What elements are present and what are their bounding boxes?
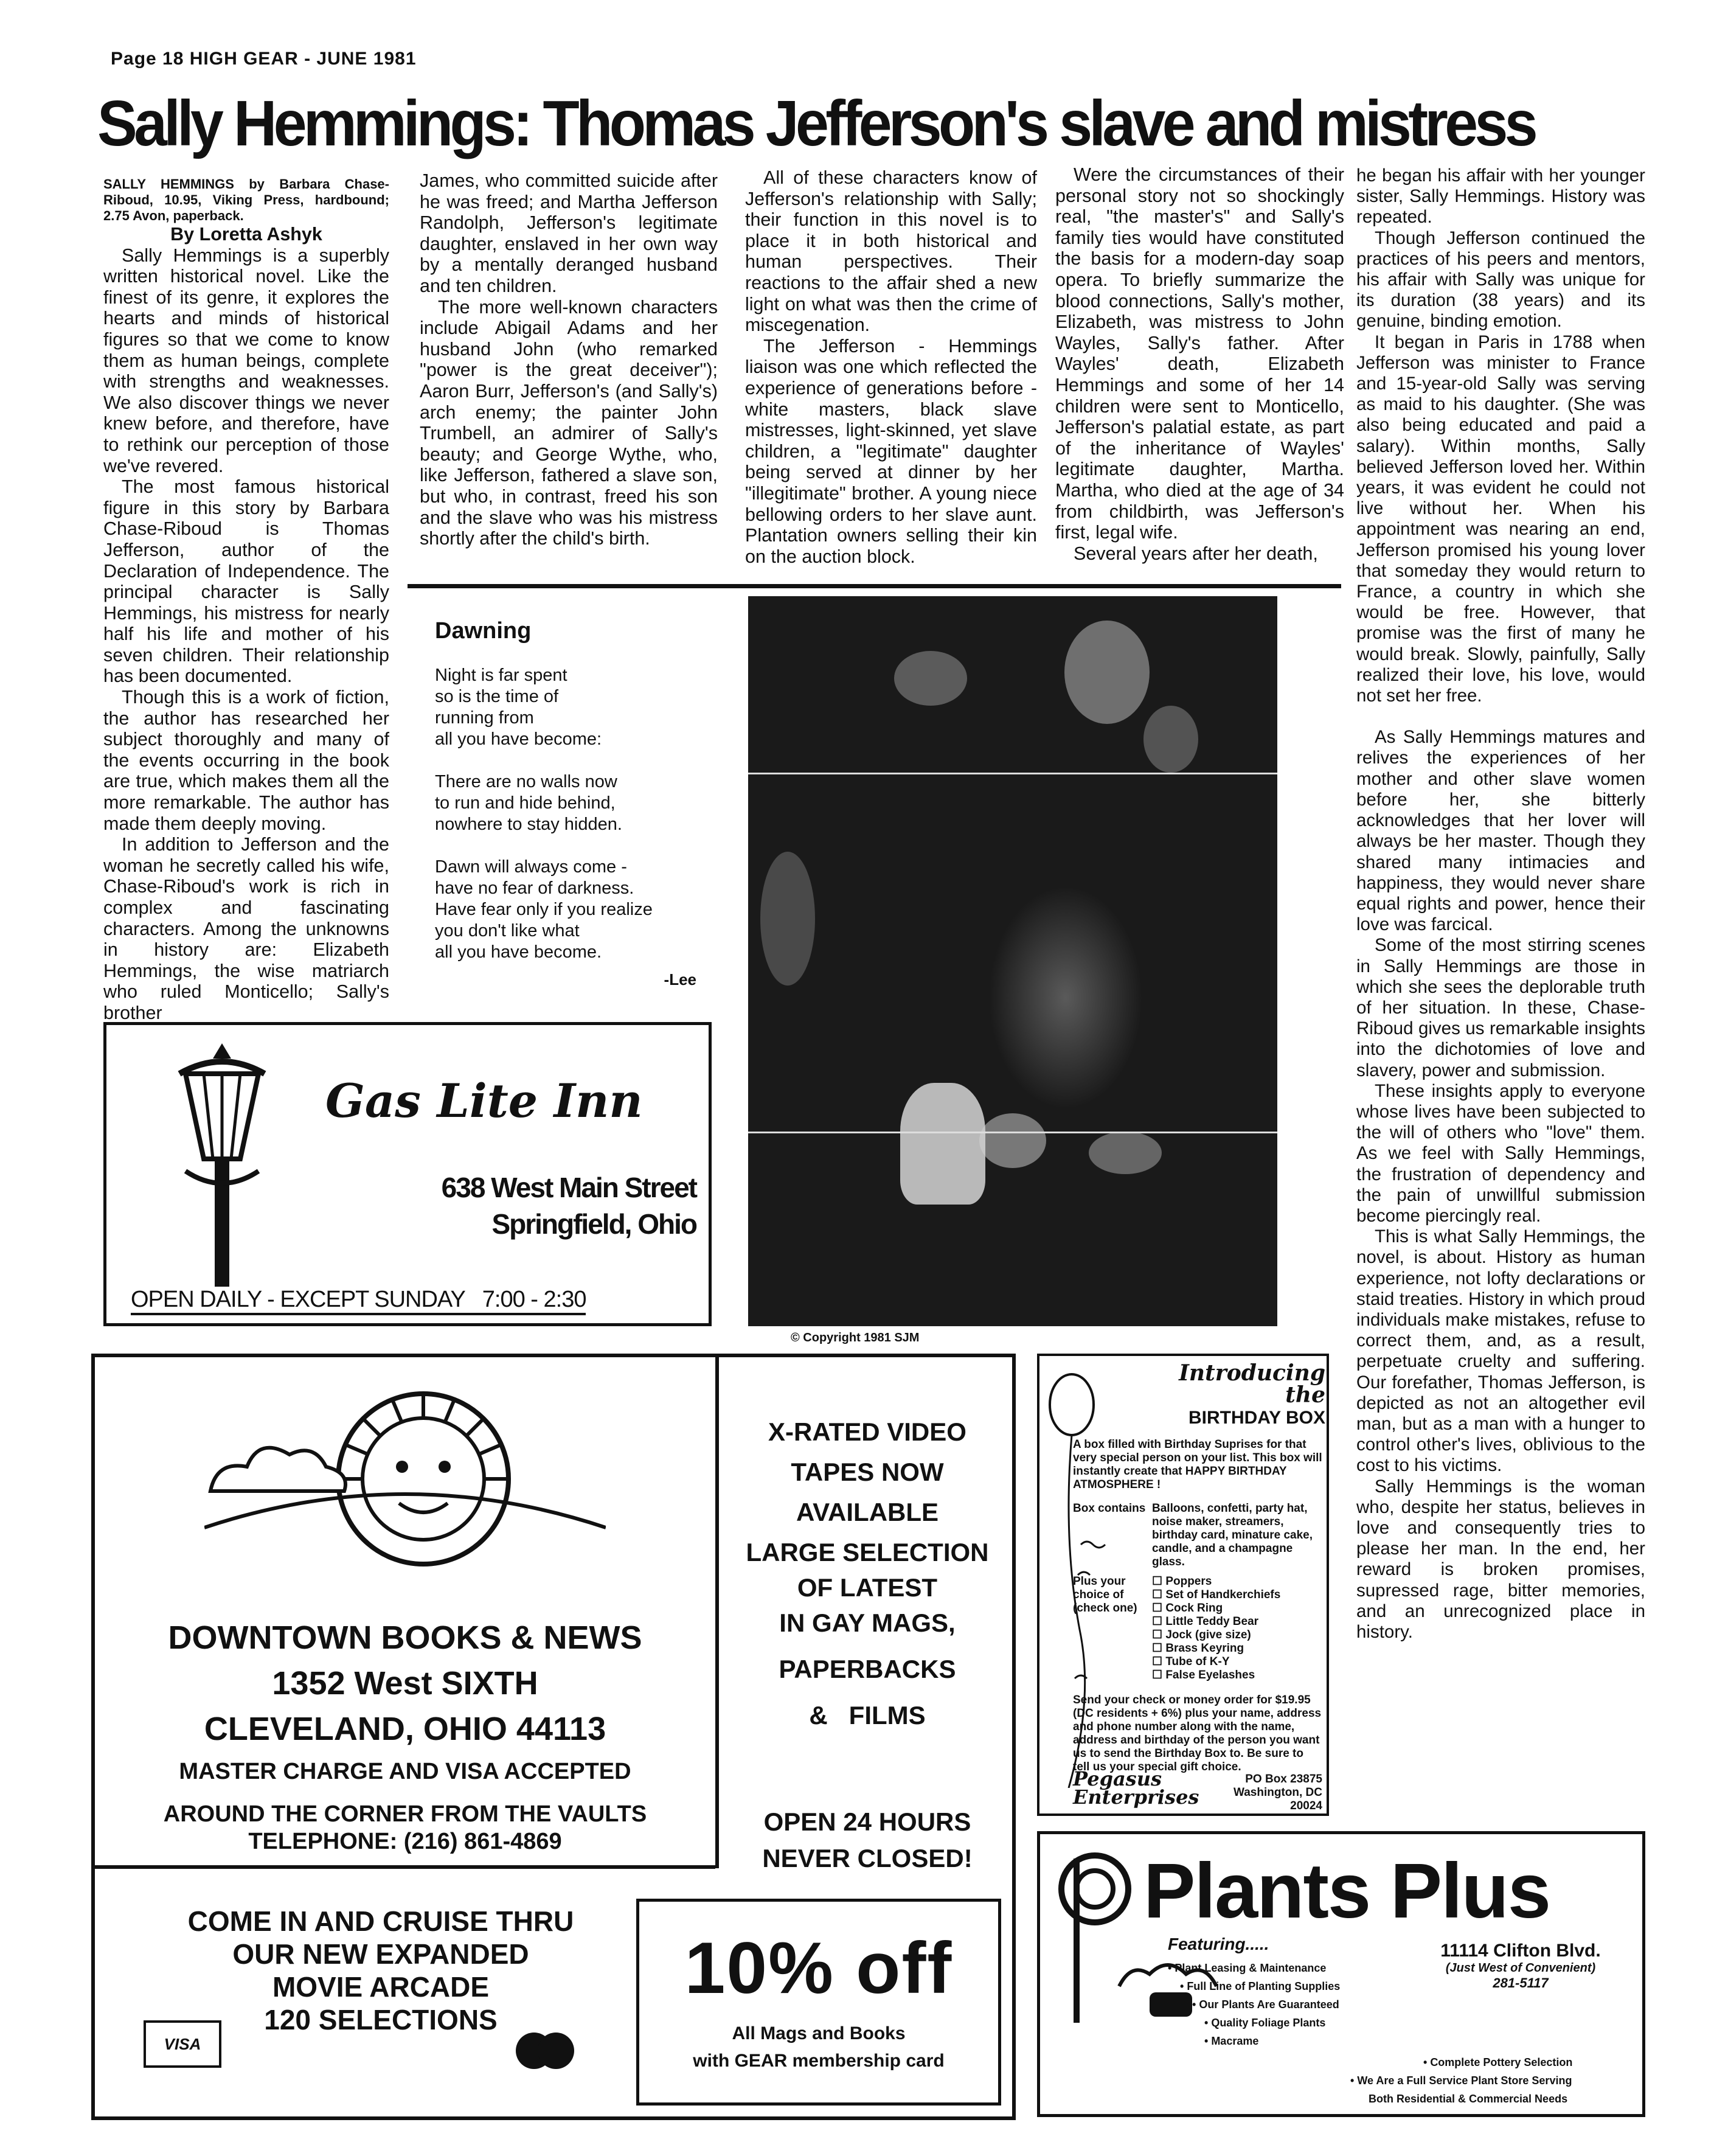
- paragraph: The Jefferson - Hemmings liaison was one which reflected the experience of generations before - white masters, black slave mistresses, light-skinned, yet slave children, a "legitimate" daughter being served at dinner by her "illegitimate" brother. A young niece bellowing orders to her slave aunt. Plantation owners selling their kin on the auction block.: [745, 335, 1037, 567]
- pegasus-name: Pegasus: [1073, 1767, 1162, 1790]
- birthday-title: BIRTHDAY BOX: [1188, 1408, 1325, 1428]
- ad-line: TAPES NOW: [791, 1458, 944, 1486]
- paragraph: Some of the most stirring scenes in Sally Hemmings are those in which she sees the deplorable truth of her situation. In these, Chase-Riboud gives us remarkable insights into the dichotomies of love and slavery, power and submission.: [1356, 935, 1645, 1080]
- plants-address: 11114 Clifton Blvd.: [1440, 1941, 1601, 1961]
- birthday-description: A box filled with Birthday Suprises for that very special person on your list. This box will instantly create that HAPPY BIRTHDAY ATMOSPHERE !: [1073, 1438, 1322, 1491]
- photograph: [748, 596, 1277, 1326]
- ad-line: MOVIE ARCADE: [272, 1971, 490, 2003]
- plants-features: [1168, 1959, 1340, 2050]
- byline: By Loretta Ashyk: [170, 224, 322, 245]
- birthday-contains: Balloons, confetti, party hat, noise maker, streamers, birthday card, minature cake, candle, and a champagne glass.: [1152, 1502, 1313, 1568]
- feature-item: • We Are a Full Service Plant Store Serving: [1350, 2074, 1572, 2087]
- poem-stanza: There are no walls now to run and hide behind, nowhere to stay hidden.: [435, 772, 622, 834]
- divider: [95, 1865, 715, 1869]
- visa-logo: VISA: [144, 2020, 221, 2068]
- ad-line: OF LATEST: [797, 1573, 938, 1602]
- choice-item[interactable]: ☐ Little Teddy Bear: [1152, 1615, 1259, 1628]
- pegasus-city: Washington, DC: [1234, 1786, 1322, 1799]
- paragraph: Though this is a work of fiction, the author has researched her subject thoroughly and many of the events occurring in the book are true, which makes them all the more remarkable. The author has made them deeply moving.: [103, 687, 389, 834]
- paragraph: Sally Hemmings is a superbly written historical novel. Like the finest of its genre, it explores the hearts and minds of historical figures so that we come to know them as human beings, complete with strengths and weaknesses. We also discover things we never knew before, and therefore, have to rethink our perception of those we've revered.: [103, 245, 389, 476]
- birthday-intro-the: the: [1285, 1382, 1325, 1408]
- poem-signature: -Lee: [664, 970, 696, 989]
- photo-caption: © Copyright 1981 SJM: [791, 1331, 920, 1344]
- downtown-phone: TELEPHONE: (216) 861-4869: [248, 1829, 562, 1854]
- ad-line: & FILMS: [809, 1701, 926, 1730]
- paragraph: In addition to Jefferson and the woman he secretly called his wife, Chase-Riboud's work is rich in complex and fascinating characters. Among the unknowns in history are: Elizabeth Hemmings, the wise matriarch who ruled Monticello; Sally's brother: [103, 834, 389, 1023]
- paragraph: These insights apply to everyone whose lives have been subjected to the will of others who "love" them. As we feel with Sally Hemmings, the frustration of dependency and the pain of unwillful submission become piercingly real.: [1356, 1080, 1645, 1226]
- choice-item[interactable]: ☐ False Eyelashes: [1152, 1669, 1255, 1681]
- lamp-icon: [161, 1037, 283, 1293]
- poem: [435, 618, 696, 990]
- discount-amount: 10% off: [684, 1927, 953, 2009]
- feature-item: • Quality Foliage Plants: [1204, 2017, 1326, 2029]
- downtown-city: CLEVELAND, OHIO 44113: [204, 1711, 606, 1747]
- feature-item: • Macrame: [1204, 2035, 1259, 2047]
- poem-stanza: Night is far spent so is the time of running from all you have become:: [435, 666, 602, 749]
- mastercard-logo-icon: [515, 2029, 575, 2072]
- choice-item[interactable]: ☐ Cock Ring: [1152, 1602, 1223, 1615]
- birthday-intro: Introducing: [1179, 1360, 1325, 1386]
- article-column-2: [420, 170, 718, 549]
- plants-featuring: Featuring.....: [1168, 1935, 1269, 1953]
- bibline: SALLY HEMMINGS by Barbara Chase-Riboud, 10.95, Viking Press, hardbound; 2.75 Avon, paperback.: [103, 176, 389, 223]
- birthday-choices: [1152, 1575, 1322, 1682]
- ad-line: AVAILABLE: [796, 1498, 939, 1526]
- ad-line: OUR NEW EXPANDED: [232, 1938, 529, 1970]
- ad-line: IN GAY MAGS,: [779, 1608, 956, 1637]
- folio: Page 18 HIGH GEAR - JUNE 1981: [111, 49, 417, 69]
- downtown-right-list: [721, 1412, 1013, 1736]
- downtown-cards: MASTER CHARGE AND VISA ACCEPTED: [179, 1759, 631, 1784]
- article-column-5: [1356, 165, 1645, 1643]
- downtown-location: AROUND THE CORNER FROM THE VAULTS: [163, 1801, 647, 1827]
- poem-title: Dawning: [435, 618, 532, 644]
- feature-item: • Our Plants Are Guaranteed: [1192, 1998, 1339, 2011]
- ad-line: 120 SELECTIONS: [264, 2004, 498, 2036]
- ad-line: X-RATED VIDEO: [768, 1417, 966, 1446]
- ad-line: COME IN AND CRUISE THRU: [187, 1905, 574, 1937]
- plants-phone: 281-5117: [1493, 1975, 1549, 1991]
- choice-item[interactable]: ☐ Jock (give size): [1152, 1629, 1251, 1641]
- ad-gaslite: [103, 1022, 712, 1326]
- discount-condition: with GEAR membership card: [693, 2051, 945, 2071]
- paragraph: James, who committed suicide after he was freed; and Martha Jefferson Randolph, Jefferson's legitimate daughter, enslaved in her own way by a mentally deranged husband and ten children.: [420, 170, 718, 296]
- birthday-order-info: Send your check or money order for $19.95 (DC residents + 6%) plus your name, address and phone number along with the name, address and birthday of the person you want us to send the Birthday Box to. Be sure to tell us your special gift choice.: [1073, 1694, 1322, 1773]
- paragraph: As Sally Hemmings matures and relives the experiences of her mother and other slave women before her, she bitterly acknowledges that her lover will always be her master. Though they shared many intimacies and happiness, they would never share equal rights and power, hence their love was farcical.: [1356, 727, 1645, 935]
- pegasus-zip: 20024: [1290, 1800, 1322, 1812]
- photo-scratch: [748, 1132, 1277, 1133]
- downtown-name: DOWNTOWN BOOKS & NEWS: [168, 1619, 642, 1656]
- choice-item[interactable]: ☐ Poppers: [1152, 1575, 1212, 1588]
- feature-item: • Complete Pottery Selection: [1423, 2056, 1573, 2068]
- downtown-address: 1352 West SIXTH: [272, 1665, 538, 1702]
- gaslite-hours: OPEN DAILY - EXCEPT SUNDAY 7:00 - 2:30: [131, 1287, 586, 1315]
- article-column-4: [1055, 164, 1344, 564]
- feature-item: • Plant Leasing & Maintenance: [1168, 1962, 1327, 1974]
- birthday-choice-label: Plus your choice of (check one): [1073, 1575, 1137, 1615]
- plants-location-note: (Just West of Convenient): [1445, 1961, 1596, 1975]
- ad-line: PAPERBACKS: [779, 1655, 956, 1683]
- paragraph: Sally Hemmings is the woman who, despite her status, believes in love and consequently tries to please her man. In the end, her reward is broken promises, supressed rage, bitter memories, and an unrecognized place in history.: [1356, 1476, 1645, 1643]
- paragraph: All of these characters know of Jefferson's relationship with Sally; their function in this novel is to place it in both historical and human perspectives. Their reactions to the affair shed a new light on what was then the crime of miscegenation.: [745, 167, 1037, 336]
- discount-subtitle: All Mags and Books: [732, 2023, 906, 2043]
- feature-item: Both Residential & Commercial Needs: [1369, 2093, 1568, 2105]
- ad-downtown-books: [91, 1354, 1016, 2120]
- paragraph: It began in Paris in 1788 when Jefferson was minister to France and 15-year-old Sally was serving as maid to his daughter. (She was also being educated and paid a salary). Within months, Sally believed Jefferson loved her. Within years, it was evident he could not live without her. When his appointment was nearing an end, Jefferson promised his young lover that someday they would return to France, a country in which she would be free. However, that promise was the first of many he would break. Slowly, painfully, Sally realized their love, his love, would not set her free.: [1356, 332, 1645, 706]
- arcade-promo: [131, 1905, 630, 2036]
- paragraph: This is what Sally Hemmings, the novel, is about. History as human experience, not lofty declarations or staid treaties. History in which proud individuals make mistakes, refuse to correct them, and, as a result, perpetuate cruelty and suffering. Our forefather, Thomas Jefferson, is depicted as not an altogether evil man, but as a man with a hunger to control other's lives, oblivious to the cost to his victims.: [1356, 1226, 1645, 1476]
- choice-item[interactable]: ☐ Brass Keyring: [1152, 1642, 1244, 1655]
- pegasus-name-2: Enterprises: [1073, 1786, 1199, 1809]
- discount-coupon: [636, 1899, 1001, 2106]
- photo-scratch: [748, 773, 1277, 774]
- paragraph: he began his affair with her younger sister, Sally Hemmings. History was repeated.: [1356, 165, 1645, 228]
- choice-item[interactable]: ☐ Tube of K-Y: [1152, 1655, 1230, 1668]
- paragraph: The more well-known characters include Abigail Adams and her husband John (who remarked "power is the great deceiver"); Aaron Burr, Jefferson's (and Sally's) arch enemy; the painter John Trumbell, an admirer of Sally's beauty; and George Wythe, who, like Jefferson, fathered a slave son, but who, in contrast, freed his son and the slave who was his mistress shortly after the child's birth.: [420, 296, 718, 549]
- birthday-contains-label: Box contains: [1073, 1502, 1146, 1515]
- gaslite-city: Springfield, Ohio: [491, 1208, 696, 1240]
- sun-logo-icon: [204, 1375, 606, 1619]
- article-column-3: [745, 167, 1037, 567]
- gaslite-name: Gas Lite Inn: [325, 1074, 643, 1128]
- poem-stanza: Dawn will always come - have no fear of darkness. Have fear only if you realize you don't like what all you have become.: [435, 857, 653, 962]
- ad-line: LARGE SELECTION: [746, 1538, 989, 1567]
- pegasus-pobox: PO Box 23875: [1245, 1773, 1322, 1786]
- downtown-never-closed: NEVER CLOSED!: [762, 1844, 973, 1873]
- downtown-open-hours: OPEN 24 HOURS: [763, 1807, 971, 1836]
- plants-name: Plants Plus: [1143, 1848, 1550, 1935]
- paragraph: Several years after her death,: [1074, 543, 1318, 564]
- paragraph: Though Jefferson continued the practices of his peers and mentors, his affair with Sally was unique for its duration (38 years) and its genuine, binding emotion.: [1356, 228, 1645, 332]
- article-column-1: [103, 176, 389, 1024]
- ad-plants-plus: [1037, 1831, 1645, 2117]
- choice-item[interactable]: ☐ Set of Handkerchiefs: [1152, 1588, 1281, 1601]
- divider: [715, 1357, 719, 1868]
- gaslite-address: 638 West Main Street: [441, 1172, 696, 1203]
- section-rule: [408, 584, 1341, 588]
- headline: Sally Hemmings: Thomas Jefferson's slave and mistress: [97, 88, 1535, 159]
- paragraph: The most famous historical figure in this story by Barbara Chase-Riboud is Thomas Jefferson, author of the Declaration of Independence. The principal character is Sally Hemmings, his mistress for nearly half his life and mother of his seven children. Their relationship has been documented.: [103, 476, 389, 687]
- ad-birthday-box: [1037, 1354, 1329, 1816]
- feature-item: • Full Line of Planting Supplies: [1180, 1980, 1341, 1992]
- paragraph: Were the circumstances of their personal story not so shockingly real, "the master's" and Sally's family ties would have constituted the basis for a modern-day soap opera. To briefly summarize the blood connections, Sally's mother, Elizabeth, was mistress to John Wayles, Sally's father. After Wayles' death, Elizabeth Hemmings and some of her 14 children were sent to Monticello, Jefferson's palatial estate, as part of the inheritance of Wayles' legitimate daughter, Martha. Martha, who died at the age of 34 from childbirth, was Jefferson's first, legal wife.: [1055, 164, 1344, 543]
